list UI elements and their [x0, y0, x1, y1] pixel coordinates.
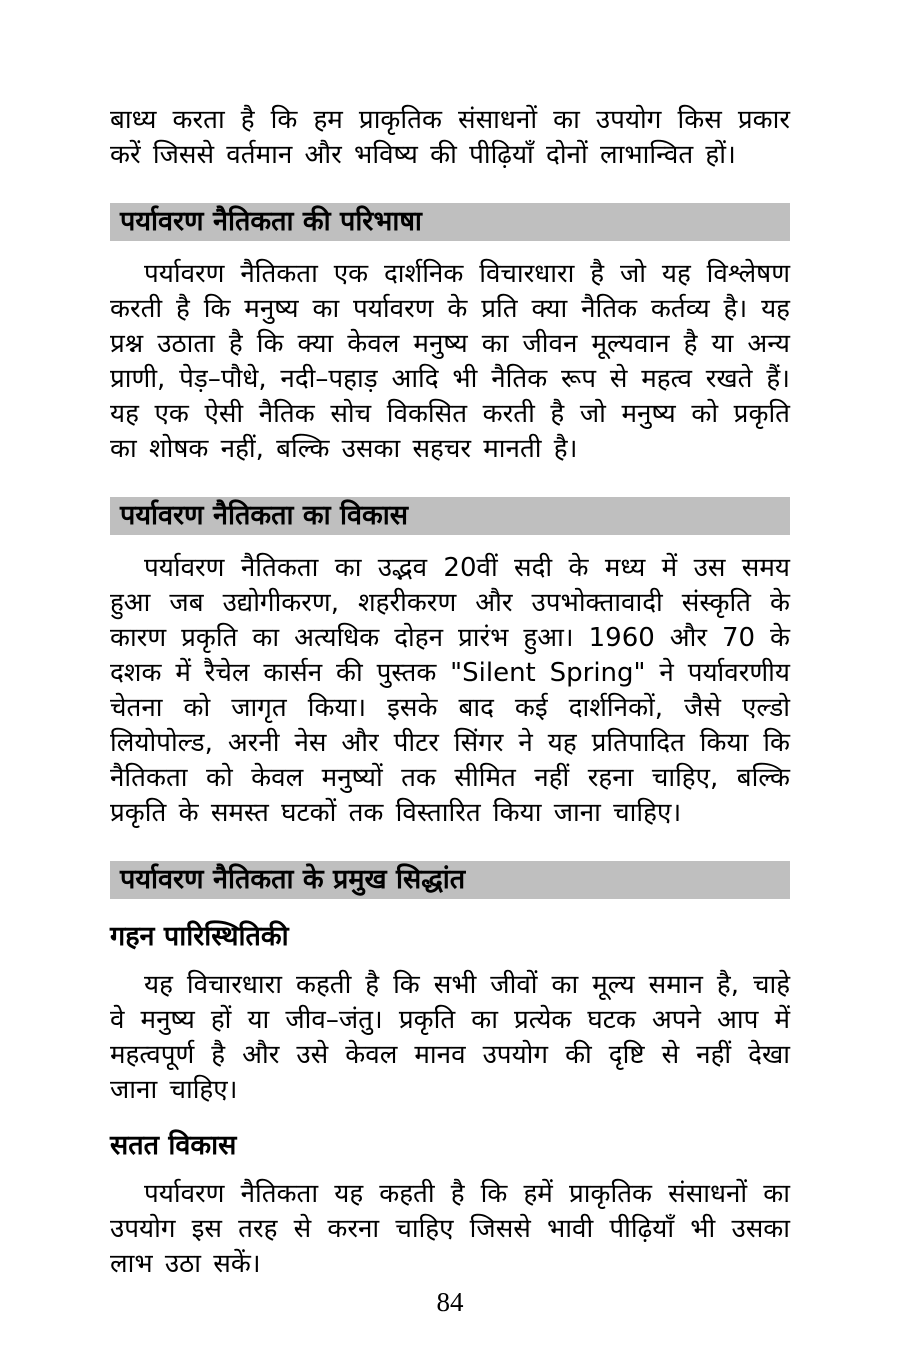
paragraph: यह विचारधारा कहती है कि सभी जीवों का मूल्य समान है, चाहे वे मनुष्य हों या जीव–जंतु। प्रकृति का प्रत्येक घटक अपने आप में महत्वपूर्ण है और उसे केवल मानव उपयोग की दृष्टि से नहीं देखा जाना चाहिए। [110, 970, 790, 1105]
paragraph: पर्यावरण नैतिकता एक दार्शनिक विचारधारा है जो यह विश्लेषण करती है कि मनुष्य का पर्यावरण के प्रति क्या नैतिक कर्तव्य है। यह प्रश्न उठाता है कि क्या केवल मनुष्य का जीवन मूल्यवान है या अन्य प्राणी, पेड़–पौधे, नदी–पहाड़ आदि भी नैतिक रूप से महत्व रखते हैं। यह एक ऐसी नैतिक सोच विकसित करती है जो मनुष्य को प्रकृति का शोषक नहीं, बल्कि उसका सहचर मानती है। [110, 259, 790, 464]
section-heading: पर्यावरण नैतिकता के प्रमुख सिद्धांत [110, 861, 790, 899]
page-content [110, 103, 790, 1282]
sub-heading: सतत विकास [110, 1130, 237, 1161]
section-heading: पर्यावरण नैतिकता की परिभाषा [110, 203, 790, 241]
page-number: 84 [436, 1287, 464, 1317]
paragraph: बाध्य करता है कि हम प्राकृतिक संसाधनों का उपयोग किस प्रकार करें जिससे वर्तमान और भविष्य की पीढ़ियाँ दोनों लाभान्वित हों। [110, 105, 790, 170]
paragraph: पर्यावरण नैतिकता का उद्भव 20वीं सदी के मध्य में उस समय हुआ जब उद्योगीकरण, शहरीकरण और उपभोक्तावादी संस्कृति के कारण प्रकृति का अत्यधिक दोहन प्रारंभ हुआ। 1960 और 70 के दशक में रैचेल कार्सन की पुस्तक "Silent Spring" ने पर्यावरणीय चेतना को जागृत किया। इसके बाद कई दार्शनिकों, जैसे एल्डो लियोपोल्ड, अरनी नेस और पीटर सिंगर ने यह प्रतिपादित किया कि नैतिकता को केवल मनुष्यों तक सीमित नहीं रहना चाहिए, बल्कि प्रकृति के समस्त घटकों तक विस्तारित किया जाना चाहिए। [110, 553, 790, 828]
section-heading: पर्यावरण नैतिकता का विकास [110, 497, 790, 535]
sub-heading: गहन पारिस्थितिकी [110, 921, 289, 952]
paragraph: पर्यावरण नैतिकता यह कहती है कि हमें प्राकृतिक संसाधनों का उपयोग इस तरह से करना चाहिए जिससे भावी पीढ़ियाँ भी उसका लाभ उठा सकें। [110, 1179, 790, 1279]
